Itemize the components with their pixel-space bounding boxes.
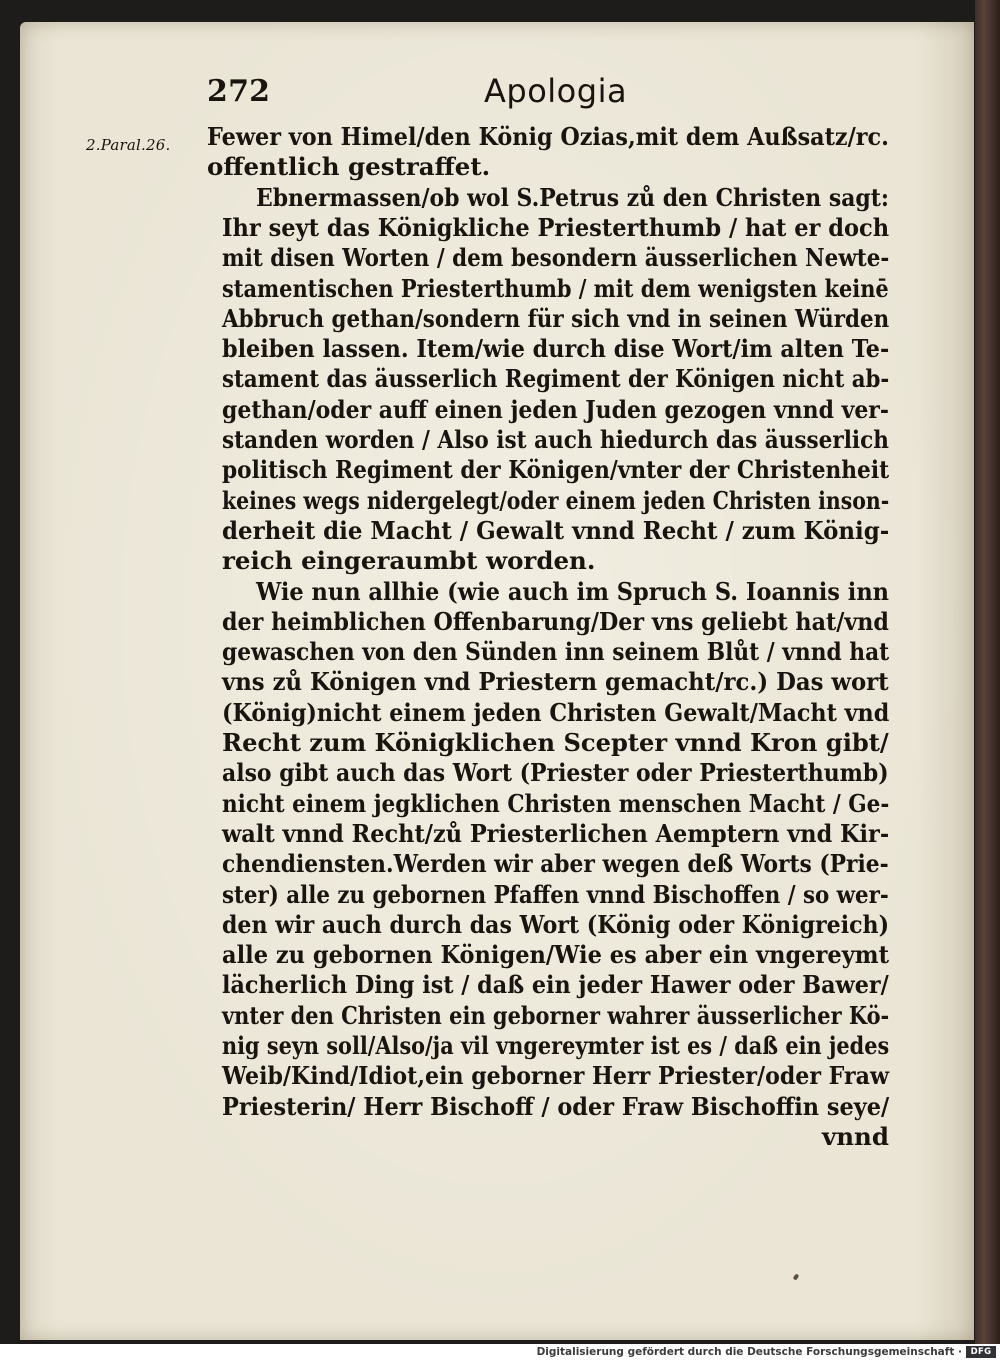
- text-line: vnnd: [822, 1121, 889, 1151]
- text-line: der heimblichen Offenbarung/Der vns geliebt hat/vnd: [222, 606, 889, 636]
- text-line: lächerlich Ding ist / daß ein jeder Hawer oder Bawer/: [222, 970, 889, 1000]
- text-line: gewaschen von den Sünden inn seinem Blůt / vnnd hat: [222, 637, 890, 667]
- text-line: derheit die Macht / Gewalt vnnd Recht / zum König-: [222, 515, 890, 545]
- text-line: Abbruch gethan/sondern für sich vnd in seinen Würden: [222, 303, 890, 333]
- text-line: alle zu gebornen Königen/Wie es aber ein vngereymt: [222, 940, 890, 970]
- text-line: Ebnermassen/ob wol S.Petrus zů den Christen sagt:: [256, 182, 889, 212]
- text-line: stamentischen Priesterthumb / mit dem wenigsten keinē: [222, 273, 889, 303]
- book-binding-edge: [975, 0, 1000, 1344]
- text-line: vns zů Königen vnd Priestern gemacht/rc.) Das wort: [222, 667, 889, 697]
- running-head: Apologia: [484, 72, 628, 110]
- text-line: mit disen Worten / dem besondern äusserlichen Newte-: [222, 243, 890, 273]
- text-line: reich eingeraumbt worden.: [222, 546, 596, 576]
- text-line: ster) alle zu gebornen Pfaffen vnnd Bischoffen / so wer-: [222, 879, 889, 909]
- footer-credit: Digitalisierung gefördert durch die Deutsche Forschungsgemeinschaft ·: [536, 1346, 962, 1358]
- text-line: vnter den Christen ein geborner wahrer äusserlicher Kö-: [222, 1000, 890, 1030]
- text-line: also gibt auch das Wort (Priester oder Priesterthumb): [222, 758, 889, 788]
- text-line: walt vnnd Recht/zů Priesterlichen Aemptern vnd Kir-: [222, 818, 890, 848]
- text-line: Recht zum Königklichen Scepter vnnd Kron gibt/: [222, 728, 889, 757]
- text-line: Priesterin/ Herr Bischoff / oder Fraw Bischoffin seye/: [222, 1091, 890, 1121]
- text-line: gethan/oder auff einen jeden Juden gezogen vnnd ver-: [222, 394, 889, 424]
- text-line: offentlich gestraffet.: [207, 152, 491, 182]
- text-line: Ihr seyt das Königkliche Priesterthumb / hat er doch: [222, 212, 890, 242]
- dfg-logo: DFG: [966, 1346, 996, 1358]
- text-line: Wie nun allhie (wie auch im Spruch S. Ioannis inn: [256, 576, 890, 606]
- text-line: nig seyn soll/Also/ja vil vngereymter ist es / daß ein jedes: [222, 1031, 890, 1060]
- text-line: Weib/Kind/Idiot,ein geborner Herr Priester/oder Fraw: [222, 1061, 889, 1091]
- text-line: standen worden / Also ist auch hiedurch das äusserlich: [222, 425, 889, 454]
- text-line: politisch Regiment der Königen/vnter der Christenheit: [222, 455, 890, 485]
- text-line: stament das äusserlich Regiment der Königen nicht ab-: [222, 364, 890, 394]
- text-line: Fewer von Himel/den König Ozias,mit dem Außsatz/rc.: [207, 122, 889, 151]
- margin-note: 2.Paral.26.: [86, 136, 171, 154]
- text-line: chendiensten.Werden wir aber wegen deß Worts (Prie-: [222, 849, 889, 879]
- text-line: bleiben lassen. Item/wie durch dise Wort/im alten Te-: [222, 334, 890, 364]
- page-number: 272: [207, 74, 271, 109]
- text-line: den wir auch durch das Wort (König oder Königreich): [222, 909, 890, 939]
- text-line: (König)nicht einem jeden Christen Gewalt/Macht vnd: [222, 697, 890, 727]
- text-line: nicht einem jegklichen Christen menschen Macht / Ge-: [222, 788, 890, 818]
- text-line: keines wegs nidergelegt/oder einem jeden Christen inson-: [222, 485, 890, 515]
